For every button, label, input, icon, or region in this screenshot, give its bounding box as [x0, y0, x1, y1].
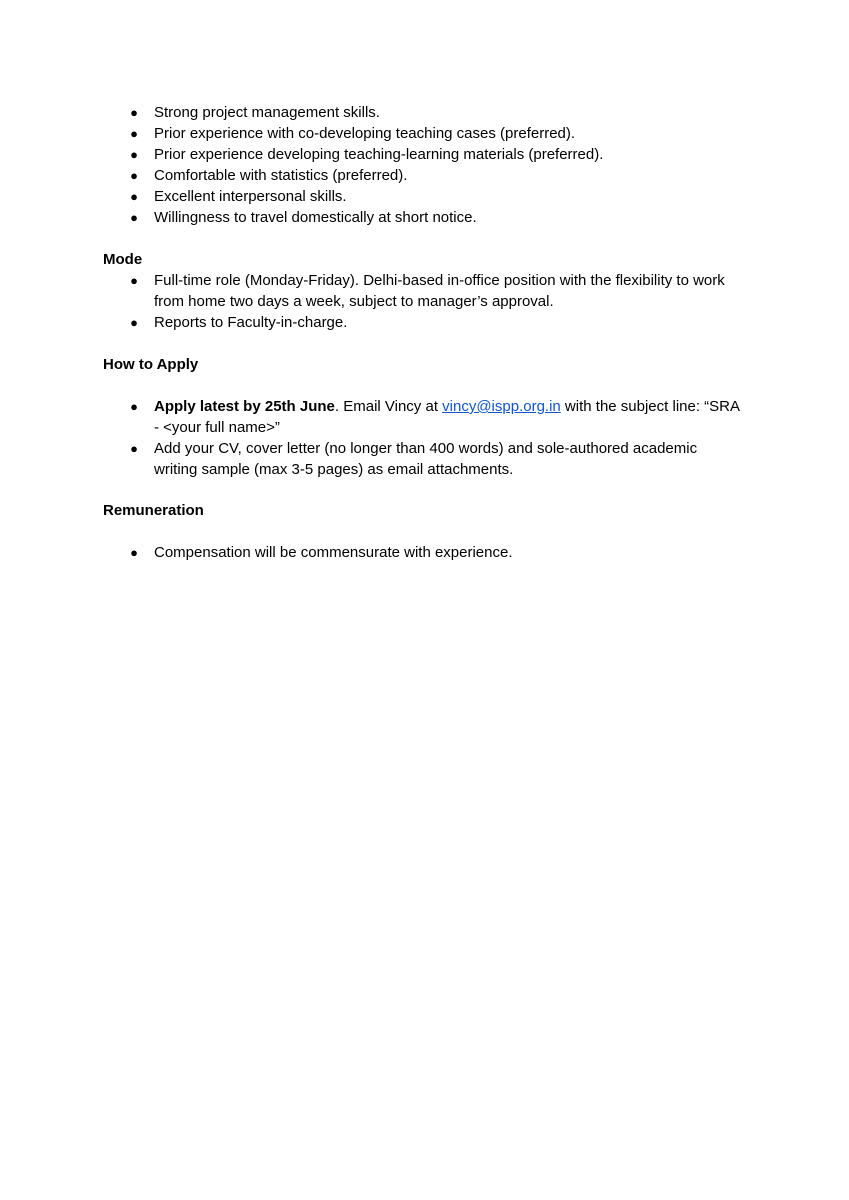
list-item-text: . Email Vincy at [334, 398, 443, 415]
list-item-text: Strong project management skills. [154, 104, 380, 121]
bullet-icon: ● [130, 315, 138, 330]
remuneration-heading: Remuneration [103, 502, 204, 519]
bullet-icon: ● [130, 105, 138, 120]
bullet-icon: ● [130, 399, 138, 414]
bullet-icon: ● [130, 189, 138, 204]
list-item [103, 396, 743, 438]
list-item-text: with the subject line: “SRA - <your full name>” [154, 398, 740, 436]
list-item-text: Prior experience with co-developing teaching cases (preferred). [154, 125, 576, 142]
bullet-icon: ● [130, 545, 138, 560]
bullet-icon: ● [130, 210, 138, 225]
list-item [103, 144, 743, 165]
list-item-text: Reports to Faculty-in-charge. [154, 314, 348, 331]
list-item [103, 542, 743, 563]
mode-heading: Mode [103, 251, 143, 268]
bullet-icon: ● [130, 273, 138, 288]
list-item [103, 438, 743, 480]
list-item [103, 270, 743, 312]
mode-list [103, 270, 743, 333]
bullet-icon: ● [130, 126, 138, 141]
list-item-text: Comfortable with statistics (preferred). [154, 167, 408, 184]
list-item [103, 186, 743, 207]
bullet-icon: ● [130, 147, 138, 162]
list-item-text: Add your CV, cover letter (no longer than 400 words) and sole-authored academic writing sample (max 3-5 pages) as email attachments. [154, 440, 698, 478]
list-item [103, 102, 743, 123]
remuneration-list [103, 542, 743, 563]
bullet-icon: ● [130, 168, 138, 183]
email-link[interactable]: vincy@ispp.org.in [442, 398, 561, 415]
requirements-list [103, 102, 743, 228]
how-to-apply-list [103, 396, 743, 480]
list-item-text: Compensation will be commensurate with experience. [154, 544, 513, 561]
list-item-text: Full-time role (Monday-Friday). Delhi-based in-office position with the flexibility to work from home two days a week, subject to manager’s approval. [154, 272, 725, 310]
list-item [103, 165, 743, 186]
list-item [103, 123, 743, 144]
list-item [103, 207, 743, 228]
list-item-text: Willingness to travel domestically at short notice. [154, 209, 477, 226]
deadline-text: Apply latest by 25th June [154, 398, 335, 415]
bullet-icon: ● [130, 441, 138, 456]
how-to-apply-heading: How to Apply [103, 356, 199, 373]
list-item-text: Excellent interpersonal skills. [154, 188, 347, 205]
list-item-text: Prior experience developing teaching-learning materials (preferred). [154, 146, 604, 163]
list-item [103, 312, 743, 333]
